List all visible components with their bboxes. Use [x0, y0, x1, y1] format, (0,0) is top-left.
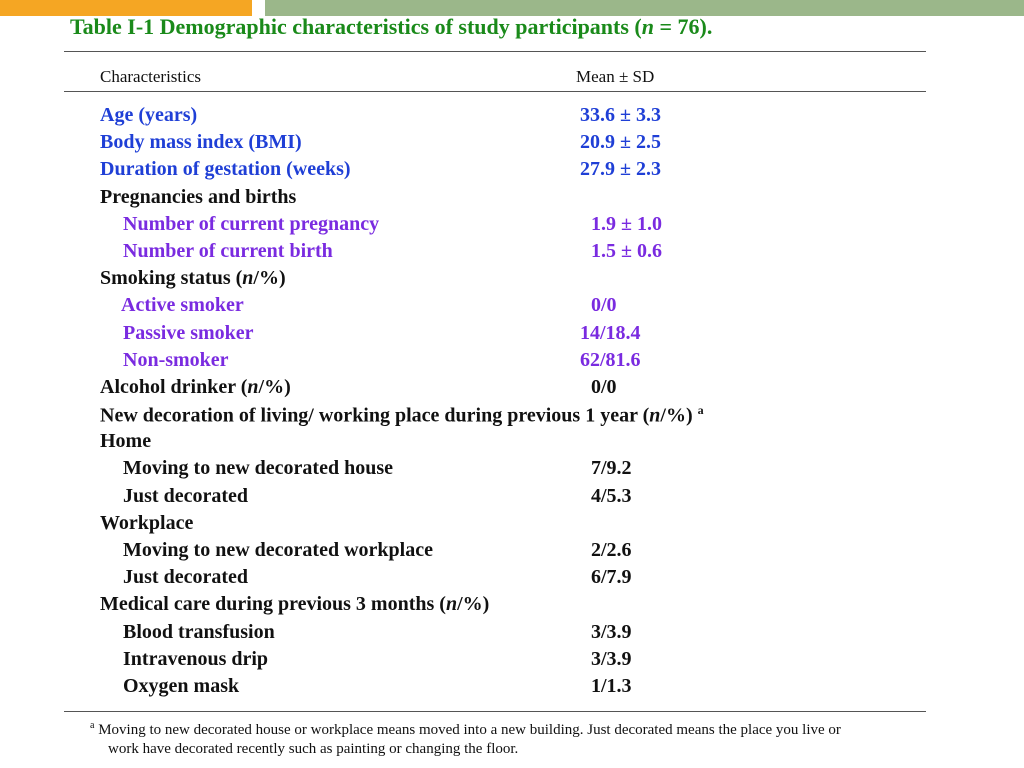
row-label-new-decorated-workplace: Moving to new decorated workplace — [123, 539, 433, 561]
table-row — [0, 673, 1024, 700]
table-body — [0, 102, 1024, 700]
table-row — [0, 619, 1024, 646]
row-label-workplace-just-decorated: Just decorated — [123, 566, 248, 589]
row-value-workplace-just-decorated: 6/7.9 — [591, 566, 632, 589]
row-label-home-just-decorated: Just decorated — [123, 484, 248, 507]
row-value-blood-transfusion: 3/3.9 — [591, 620, 632, 643]
table-row — [0, 428, 1024, 455]
row-label-new-decoration: New decoration of living/ working place during previous 1 year (n/%) $^a$ — [100, 403, 704, 427]
footnote-line-2: work have decorated recently such as painting or changing the floor. — [108, 741, 519, 757]
row-label-intravenous-drip: Intravenous drip — [123, 647, 269, 670]
row-value-current-pregnancy: 1.9 ± 1.0 — [591, 212, 662, 235]
footnote-marker: a — [90, 720, 95, 731]
header-bottom-rule — [64, 91, 926, 92]
row-label-workplace: Workplace — [100, 511, 194, 534]
row-value-new-decorated-house: 7/9.2 — [591, 457, 632, 480]
row-value-gestation: 27.9 ± 2.3 — [580, 158, 661, 181]
table-row — [0, 156, 1024, 183]
header-mean-sd: Mean ± SD — [576, 67, 655, 86]
row-value-age: 33.6 ± 3.3 — [580, 104, 661, 126]
row-label-smoking-status: Smoking status (n/%) — [100, 267, 286, 290]
table-bottom-rule — [64, 711, 926, 712]
table-row — [0, 347, 1024, 374]
row-label-home: Home — [100, 430, 152, 453]
table-title: Table I-1 Demographic characteristics of study participants (n = 76). — [70, 14, 713, 39]
row-label-medical-care: Medical care during previous 3 months (n/%) — [100, 593, 490, 616]
table-row — [0, 102, 1024, 129]
row-label-passive-smoker: Passive smoker — [123, 321, 254, 344]
table-top-rule — [64, 51, 926, 52]
row-label-alcohol-drinker: Alcohol drinker (n/%) — [100, 375, 291, 398]
row-label-blood-transfusion: Blood transfusion — [123, 620, 275, 643]
row-value-new-decorated-workplace: 2/2.6 — [591, 539, 632, 561]
table-row — [0, 184, 1024, 211]
footnote-line-1: $^a$ Moving to new decorated house or workplace means moved into a new building. Just decorated means the place you live or — [90, 720, 841, 738]
footnote-marker-a: a — [697, 403, 704, 418]
row-label-pregnancies-births: Pregnancies and births — [100, 185, 297, 208]
row-label-age: Age (years) — [100, 104, 198, 126]
table-row — [0, 564, 1024, 591]
table-row — [0, 646, 1024, 673]
row-value-bmi: 20.9 ± 2.5 — [580, 131, 661, 154]
row-value-oxygen-mask: 1/1.3 — [591, 674, 632, 697]
row-label-bmi: Body mass index (BMI) — [100, 131, 302, 154]
row-value-current-birth: 1.5 ± 0.6 — [591, 239, 662, 262]
row-label-non-smoker: Non-smoker — [123, 348, 229, 371]
table-row — [0, 537, 1024, 564]
row-value-active-smoker: 0/0 — [591, 294, 617, 317]
table-row — [0, 483, 1024, 510]
table-row — [0, 292, 1024, 319]
row-label-current-birth: Number of current birth — [123, 239, 333, 262]
row-value-home-just-decorated: 4/5.3 — [591, 484, 632, 507]
table-row — [0, 591, 1024, 618]
table-row — [0, 401, 1024, 428]
row-value-intravenous-drip: 3/3.9 — [591, 647, 632, 670]
table-row — [0, 455, 1024, 482]
table-row — [0, 374, 1024, 401]
table-row — [0, 211, 1024, 238]
row-label-current-pregnancy: Number of current pregnancy — [123, 212, 380, 235]
header-characteristics: Characteristics — [100, 67, 202, 86]
table-row — [0, 510, 1024, 537]
row-value-passive-smoker: 14/18.4 — [580, 321, 641, 344]
table-row — [0, 320, 1024, 347]
row-value-alcohol-drinker: 0/0 — [591, 375, 617, 398]
row-label-oxygen-mask: Oxygen mask — [123, 674, 240, 697]
table-row — [0, 129, 1024, 156]
row-label-gestation: Duration of gestation (weeks) — [100, 158, 351, 181]
table-row — [0, 238, 1024, 265]
row-label-new-decorated-house: Moving to new decorated house — [123, 457, 393, 480]
row-label-active-smoker: Active smoker — [121, 294, 244, 317]
table-row — [0, 265, 1024, 292]
row-value-non-smoker: 62/81.6 — [580, 348, 641, 371]
